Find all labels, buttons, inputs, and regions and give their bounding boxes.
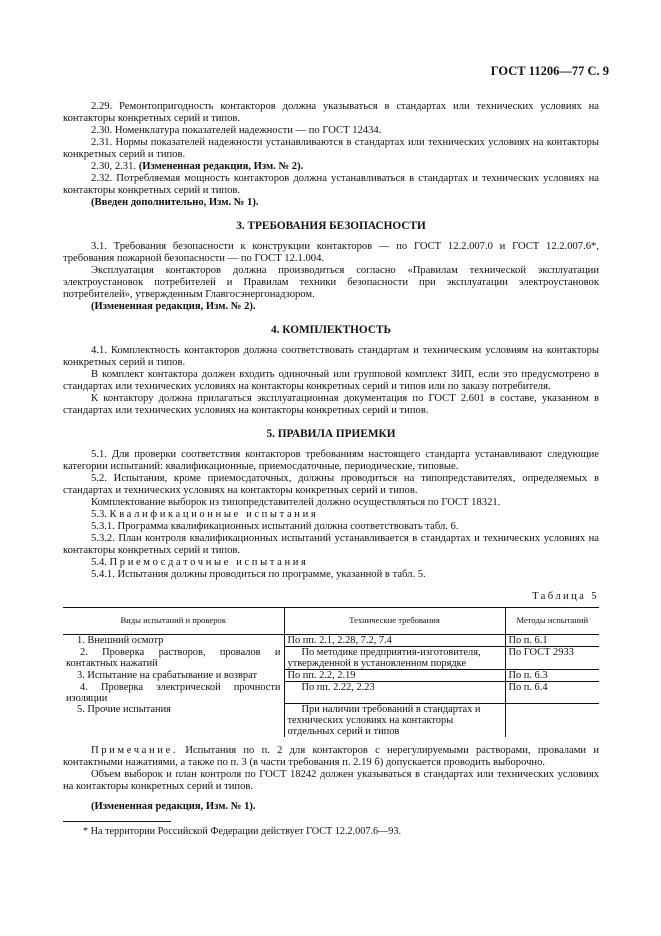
- paragraph-4-1-zip: В комплект контактора должен входить одиночный или групповой комплект ЗИП, если это предусмотрено в стандартах или технических условиях на контакторы конкретных серий и типов или по заказу потребителя.: [63, 369, 599, 392]
- paragraph-5-2-samples: Комплектование выборок из типопредставителей должно осуществляться по ГОСТ 18321.: [91, 497, 501, 508]
- table-cell: По пп. 2.2, 2.19: [284, 670, 505, 682]
- paragraph-3-1: 3.1. Требования безопасности к конструкции контакторов — по ГОСТ 12.2.007.0 и ГОСТ 12.2.007.6*, требования пожарной безопасности — по ГОСТ 12.1.004.: [63, 241, 599, 264]
- paragraph-5-3-1: 5.3.1. Программа квалификационных испытаний должна соответствовать табл. 6.: [91, 521, 459, 532]
- paragraph-5-4: [63, 557, 599, 569]
- paragraph-5-3: [63, 509, 599, 521]
- table-cell: 2. Проверка растворов, провалов и контактных нажатий: [66, 646, 281, 669]
- section-4-title: 4. КОМПЛЕКТНОСТЬ: [271, 324, 391, 336]
- section-3-title: 3. ТРЕБОВАНИЯ БЕЗОПАСНОСТИ: [236, 220, 426, 232]
- paragraph-2-31: 2.31. Нормы показателей надежности устанавливаются в стандартах или технических условиях на контакторы конкретных серий и типов.: [63, 137, 599, 160]
- qualification-tests-heading: Квалификационные испытания: [109, 509, 319, 520]
- table-row: [63, 682, 599, 704]
- table-header-row: [63, 608, 599, 635]
- table-cell: По п. 6.3: [505, 670, 599, 682]
- paragraph-2-32: 2.32. Потребляемая мощность контакторов должна устанавливаться в стандартах и технических условиях на контакторы конкретных серий и типов.: [63, 173, 599, 196]
- paragraph-4-1: 4.1. Комплектность контакторов должна соответствовать стандартам и техническим условиям на контакторы конкретных серий и типов.: [63, 345, 599, 368]
- section-5-title: 5. ПРАВИЛА ПРИЕМКИ: [266, 428, 396, 440]
- table-row: [63, 704, 599, 738]
- num-5-3: 5.3.: [91, 509, 107, 520]
- footnote-rule: [63, 821, 171, 822]
- final-amend: (Измененная редакция, Изм. № 1).: [91, 801, 256, 812]
- note-label: Примечание.: [91, 745, 179, 756]
- num-5-4: 5.4.: [91, 557, 107, 568]
- page-header: ГОСТ 11206—77 С. 9: [490, 64, 609, 78]
- paragraph-2-29: 2.29. Ремонтопригодность контакторов должна указываться в стандартах или технических условиях на контакторы конкретных серий и типов.: [63, 101, 599, 124]
- paragraph-5-3-2: 5.3.2. План контроля квалификационных испытаний устанавливается в стандартах и технических условиях на контакторы конкретных серий и типов.: [63, 533, 599, 556]
- table-header-cell: Методы испытаний: [505, 608, 599, 635]
- table-row: [63, 670, 599, 682]
- table-cell: 4. Проверка электрической прочности изоляции: [66, 681, 281, 704]
- table-cell: 3. Испытание на срабатывание и возврат: [77, 669, 257, 681]
- paragraph-sample-volume: Объем выборок и план контроля по ГОСТ 18242 должен указываться в стандартах или технических условиях на контакторы конкретных серий и типов.: [63, 769, 599, 792]
- table-5: [63, 607, 599, 737]
- table-cell: По п. 6.1: [505, 635, 599, 647]
- amend-lead: 2.30, 2.31.: [91, 161, 137, 172]
- table-cell: По ГОСТ 2933: [505, 647, 599, 670]
- paragraph-2-30-2-31-amend: [63, 161, 599, 173]
- note-text: Испытания по п. 2 для контакторов с нерегулируемыми растворами, провалами и контактными нажатиями, а также по п. 3 (в части требования п. 2.19 б) допускается проводить выборочно.: [63, 745, 600, 768]
- paragraph-5-1: 5.1. Для проверки соответствия контакторов требованиям настоящего стандарта устанавливают следующие категории испытаний: квалификационные, приемосдаточные, периодические, типовые.: [63, 449, 599, 472]
- paragraph-2-30: 2.30. Номенклатура показателей надежности — по ГОСТ 12434.: [91, 125, 382, 136]
- amend-note: (Измененная редакция, Изм. № 2).: [138, 161, 304, 172]
- table-cell: 1. Внешний осмотр: [77, 635, 164, 646]
- table-caption: Таблица 5: [532, 591, 599, 602]
- table-cell: По пп. 2.22, 2.23: [284, 682, 505, 704]
- table-cell: При наличии требований в стандартах и технических условиях на контакторы отдельных серий и типов: [284, 704, 505, 738]
- table-cell: По методике предприятия-изготовителя, утвержденной в установленном порядке: [284, 647, 505, 670]
- document-body: [63, 101, 599, 838]
- paragraph-4-1-docs: К контактору должна прилагаться эксплуатационная документация по ГОСТ 2.601 в составе, указанном в стандартах или технических условиях на контакторы конкретных серий и типов.: [63, 393, 599, 416]
- paragraph-5-4-1: 5.4.1. Испытания должны проводиться по программе, указанной в табл. 5.: [91, 569, 426, 580]
- paragraph-2-32-amend: (Введен дополнительно, Изм. № 1).: [91, 197, 259, 208]
- table-cell: По п. 6.4: [505, 682, 599, 704]
- section-3-amend: (Измененная редакция, Изм. № 2).: [91, 301, 256, 312]
- table-cell: По пп. 2.1, 2.28, 7.2, 7.4: [284, 635, 505, 647]
- acceptance-tests-heading: Приемосдаточные испытания: [109, 557, 309, 568]
- table-cell: [505, 704, 599, 738]
- footnote: * На территории Российской Федерации действует ГОСТ 12.2.007.6—93.: [83, 826, 402, 837]
- table-header-cell: Виды испытаний и проверок: [63, 608, 284, 635]
- table-cell: 5. Прочие испытания: [77, 703, 171, 715]
- table-row: [63, 647, 599, 670]
- table-row: [63, 635, 599, 647]
- paragraph-3-1-operation: Эксплуатация контакторов должна производиться согласно «Правилам технической эксплуатации электроустановок потребителей и Правилам техники безопасности при эксплуатации электроустановок потребителей», утвержденным Главгосэнергонадзором.: [63, 265, 599, 300]
- table-note: [63, 745, 599, 769]
- table-header-cell: Технические требования: [284, 608, 505, 635]
- paragraph-5-2: 5.2. Испытания, кроме приемосдаточных, должны проводиться на типопредставителях, определяемых в стандартах и технических условиях на контакторы конкретных серий и типов.: [63, 473, 599, 496]
